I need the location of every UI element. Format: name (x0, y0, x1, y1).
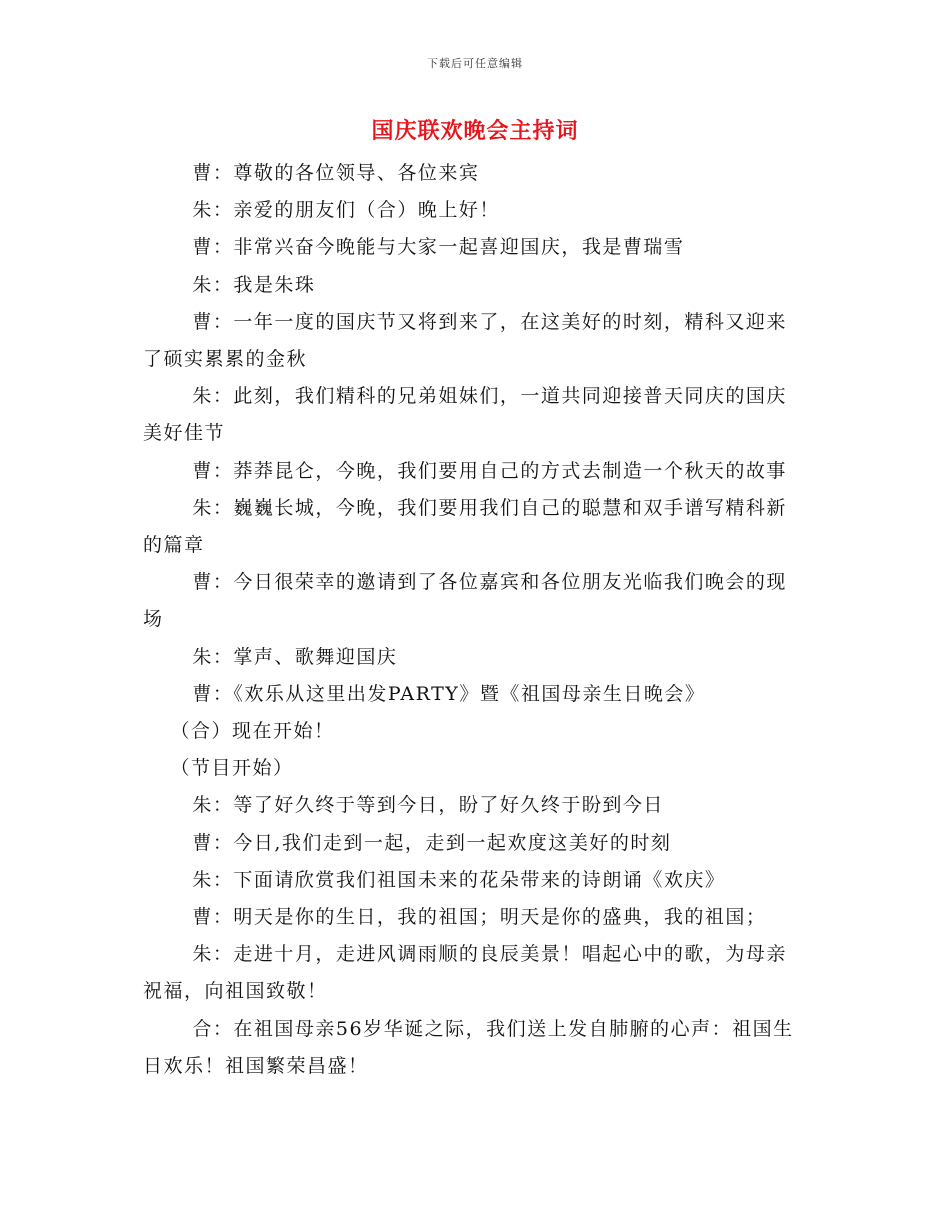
paragraph: 朱：亲爱的朋友们（合）晚上好！ (192, 199, 500, 222)
paragraph: 朱：巍巍长城，今晚，我们要用我们自己的聪慧和双手谱写精科新的篇章 (143, 496, 787, 557)
paragraph: 朱：下面请欣赏我们祖国未来的花朵带来的诗朗诵《欢庆》 (192, 868, 726, 891)
paragraph: 朱：我是朱珠 (192, 273, 316, 296)
paragraph: （节目开始） (170, 757, 294, 780)
paragraph: 曹：《欢乐从这里出发PARTY》暨《祖国母亲生日晚会》 (192, 682, 706, 705)
paragraph: 曹：今日,我们走到一起，走到一起欢度这美好的时刻 (192, 831, 672, 854)
paragraph: 曹：今日很荣幸的邀请到了各位嘉宾和各位朋友光临我们晚会的现场 (143, 571, 787, 631)
paragraph: 曹：非常兴奋今晚能与大家一起喜迎国庆，我是曹瑞雪 (192, 236, 685, 259)
document-body (143, 155, 803, 1085)
paragraph: 曹：莽莽昆仑，今晚，我们要用自己的方式去制造一个秋天的故事 (192, 459, 787, 482)
paragraph: 朱：走进十月，走进风调雨顺的良辰美景！唱起心中的歌，为母亲祝福，向祖国致敬！ (143, 943, 787, 1003)
paragraph: 曹：明天是你的生日，我的祖国；明天是你的盛典，我的祖国； (192, 906, 767, 929)
paragraph: 曹：尊敬的各位领导、各位来宾 (192, 162, 480, 184)
paragraph: 朱：此刻，我们精科的兄弟姐妹们，一道共同迎接普天同庆的国庆美好佳节 (143, 385, 787, 445)
paragraph: 合：在祖国母亲56岁华诞之际，我们送上发自肺腑的心声：祖国生日欢乐！祖国繁荣昌盛！ (143, 1017, 794, 1077)
header-note: 下载后可任意编辑 (427, 57, 523, 70)
document-title: 国庆联欢晚会主持词 (371, 118, 579, 144)
paragraph: 曹：一年一度的国庆节又将到来了，在这美好的时刻，精科又迎来了硕实累累的金秋 (143, 310, 787, 371)
paragraph: 朱：等了好久终于等到今日，盼了好久终于盼到今日 (192, 794, 664, 817)
paragraph: （合）现在开始！ (170, 720, 335, 743)
paragraph: 朱：掌声、歌舞迎国庆 (192, 645, 398, 668)
